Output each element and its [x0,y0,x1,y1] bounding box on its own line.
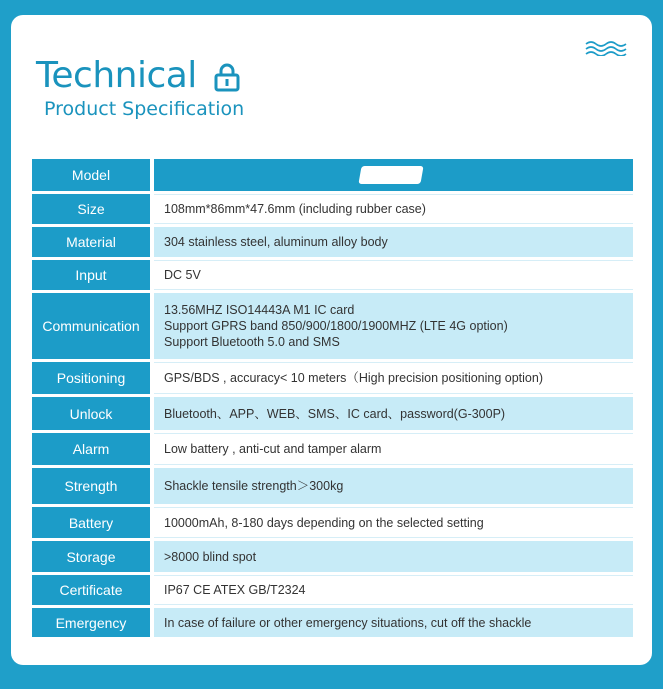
waves-icon [585,40,627,56]
spec-label: Storage [32,541,150,572]
spec-label: Emergency [32,608,150,637]
page-subtitle: Product Specification [44,98,245,120]
spec-row-emergency [32,608,633,637]
spec-label: Battery [32,507,150,538]
spec-value: Low battery , anti-cut and tamper alarm [154,433,633,465]
spec-row-certificate [32,575,633,605]
page-title: Technical [36,55,197,96]
spec-row-model [32,159,633,191]
spec-row-strength [32,468,633,504]
spec-row-size [32,194,633,224]
spec-label: Alarm [32,433,150,465]
spec-value: IP67 CE ATEX GB/T2324 [154,575,633,605]
spec-label: Communication [32,293,150,359]
spec-label: Input [32,260,150,290]
spec-value: 304 stainless steel, aluminum alloy body [154,227,633,257]
spec-label: Positioning [32,362,150,394]
spec-value: 13.56MHZ ISO14443A M1 IC card Support GPRS band 850/900/1800/1900MHZ (LTE 4G option) Support Bluetooth 5.0 and SMS [154,293,633,359]
spec-value: >8000 blind spot [154,541,633,572]
spec-row-material [32,227,633,257]
spec-row-alarm [32,433,633,465]
spec-label: Unlock [32,397,150,430]
spec-value [154,159,633,191]
spec-row-positioning [32,362,633,394]
spec-value: 108mm*86mm*47.6mm (including rubber case) [154,194,633,224]
spec-value: Shackle tensile strength＞300kg [154,468,633,504]
redacted-model-value [358,166,423,184]
spec-value: 10000mAh, 8-180 days depending on the selected setting [154,507,633,538]
spec-row-storage [32,541,633,572]
spec-label: Strength [32,468,150,504]
spec-value: In case of failure or other emergency situations, cut off the shackle [154,608,633,637]
spec-value: Bluetooth、APP、WEB、SMS、IC card、password(G-300P) [154,397,633,430]
spec-row-battery [32,507,633,538]
spec-value: GPS/BDS , accuracy< 10 meters（High precision positioning option) [154,362,633,394]
spec-label: Model [32,159,150,191]
spec-row-communication [32,293,633,359]
spec-value: DC 5V [154,260,633,290]
spec-row-input [32,260,633,290]
spec-label: Size [32,194,150,224]
lock-icon [213,62,241,92]
spec-label: Material [32,227,150,257]
spec-row-unlock [32,397,633,430]
spec-label: Certificate [32,575,150,605]
